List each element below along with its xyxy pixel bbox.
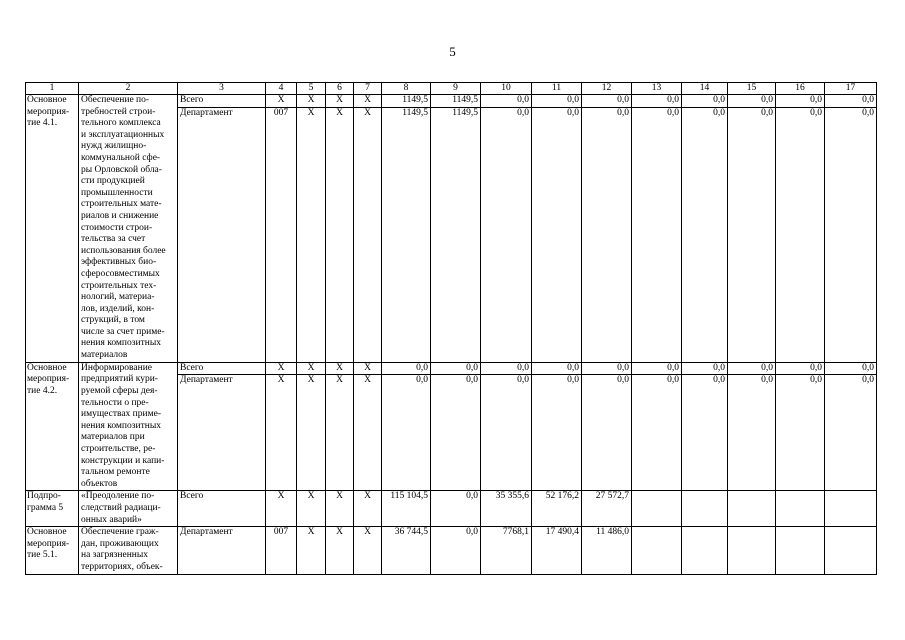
value-cell: Х bbox=[326, 491, 354, 527]
value-cell: 17 490,4 bbox=[532, 527, 582, 574]
value-cell: 0,0 bbox=[431, 375, 481, 491]
value-cell: 0,0 bbox=[825, 107, 877, 362]
value-cell bbox=[825, 527, 877, 574]
value-cell: 0,0 bbox=[728, 95, 776, 108]
value-cell: Х bbox=[326, 527, 354, 574]
header-cell: 11 bbox=[532, 83, 582, 95]
row-description: Обеспечение граж- дан, проживающих на загрязненных территориях, объек- bbox=[79, 527, 178, 574]
header-cell: 15 bbox=[728, 83, 776, 95]
value-cell: Х bbox=[297, 527, 326, 574]
value-cell bbox=[776, 527, 825, 574]
row-description: «Преодоление по- следствий радиаци- онных аварий» bbox=[79, 491, 178, 527]
row-description: Информирование предприятий кури- руемой сферы дея- тельности о пре- имуществах приме- нения композитных материалов при строительстве, ре- конструкции и капи- тальном ремонте объектов bbox=[79, 362, 178, 491]
table-row bbox=[26, 527, 877, 574]
row-description: Обеспечение по- требностей строи- тельного комплекса и эксплуатационных нужд жилищно- коммунальной сфе- ры Орловской обла- сти продукцией промышленности строительных мате- риалов и снижение стоимости строи- тельства за счет использования более эффективных био- сферосовместимых строительных тех- нологий, материа- лов, изделий, кон- струкций, в том числе за счет приме- нения композитных материалов bbox=[79, 95, 178, 363]
value-cell: Х bbox=[326, 375, 354, 491]
value-cell: Х bbox=[354, 95, 382, 108]
value-cell: Х bbox=[326, 362, 354, 375]
value-cell: 0,0 bbox=[431, 527, 481, 574]
value-cell: 0,0 bbox=[776, 95, 825, 108]
value-cell: 0,0 bbox=[682, 107, 728, 362]
value-cell: 1149,5 bbox=[431, 107, 481, 362]
value-cell: 0,0 bbox=[825, 95, 877, 108]
value-cell bbox=[825, 491, 877, 527]
value-cell: 0,0 bbox=[776, 362, 825, 375]
value-cell: Х bbox=[354, 527, 382, 574]
value-cell: 0,0 bbox=[682, 95, 728, 108]
header-cell: 13 bbox=[632, 83, 682, 95]
value-cell: 0,0 bbox=[776, 375, 825, 491]
executor-cell: Департамент bbox=[178, 107, 266, 362]
value-cell: Х bbox=[354, 107, 382, 362]
table-row bbox=[26, 491, 877, 527]
header-cell: 10 bbox=[481, 83, 532, 95]
value-cell: Х bbox=[326, 107, 354, 362]
value-cell bbox=[728, 527, 776, 574]
header-cell: 4 bbox=[266, 83, 297, 95]
value-cell: 0,0 bbox=[776, 107, 825, 362]
header-cell: 6 bbox=[326, 83, 354, 95]
header-cell: 7 bbox=[354, 83, 382, 95]
value-cell: 0,0 bbox=[728, 375, 776, 491]
executor-cell: Департамент bbox=[178, 527, 266, 574]
value-cell: 0,0 bbox=[632, 107, 682, 362]
value-cell: 0,0 bbox=[582, 107, 632, 362]
header-cell: 2 bbox=[79, 83, 178, 95]
header-cell: 3 bbox=[178, 83, 266, 95]
value-cell: Х bbox=[354, 362, 382, 375]
page-number: 5 bbox=[449, 44, 456, 59]
value-cell: 1149,5 bbox=[382, 95, 431, 108]
value-cell: 0,0 bbox=[632, 95, 682, 108]
value-cell: Х bbox=[266, 375, 297, 491]
value-cell: 11 486,0 bbox=[582, 527, 632, 574]
value-cell: 0,0 bbox=[382, 362, 431, 375]
row-section-label: Основное мероприя- тие 4.1. bbox=[26, 95, 79, 363]
header-cell: 9 bbox=[431, 83, 481, 95]
value-cell: 27 572,7 bbox=[582, 491, 632, 527]
value-cell: Х bbox=[297, 95, 326, 108]
value-cell: 0,0 bbox=[481, 375, 532, 491]
value-cell: 0,0 bbox=[481, 362, 532, 375]
value-cell: 0,0 bbox=[682, 375, 728, 491]
value-cell: 0,0 bbox=[532, 375, 582, 491]
value-cell: 0,0 bbox=[682, 362, 728, 375]
row-section-label: Подпро- грамма 5 bbox=[26, 491, 79, 527]
value-cell bbox=[682, 491, 728, 527]
table-row bbox=[26, 95, 877, 108]
value-cell: 0,0 bbox=[632, 375, 682, 491]
value-cell: 52 176,2 bbox=[532, 491, 582, 527]
executor-cell: Департамент bbox=[178, 375, 266, 491]
value-cell: 0,0 bbox=[431, 362, 481, 375]
value-cell: 0,0 bbox=[582, 362, 632, 375]
value-cell: 35 355,6 bbox=[481, 491, 532, 527]
value-cell: 0,0 bbox=[728, 362, 776, 375]
header-cell: 8 bbox=[382, 83, 431, 95]
header-cell: 16 bbox=[776, 83, 825, 95]
value-cell: 1149,5 bbox=[431, 95, 481, 108]
value-cell: 0,0 bbox=[825, 362, 877, 375]
value-cell: 0,0 bbox=[481, 107, 532, 362]
value-cell: 0,0 bbox=[532, 362, 582, 375]
value-cell: 0,0 bbox=[382, 375, 431, 491]
value-cell: Х bbox=[266, 95, 297, 108]
executor-cell: Всего bbox=[178, 95, 266, 108]
value-cell: 007 bbox=[266, 527, 297, 574]
value-cell: 0,0 bbox=[582, 95, 632, 108]
value-cell bbox=[728, 491, 776, 527]
value-cell: Х bbox=[297, 491, 326, 527]
value-cell: Х bbox=[297, 107, 326, 362]
table-row bbox=[26, 362, 877, 375]
value-cell: Х bbox=[354, 491, 382, 527]
value-cell: 36 744,5 bbox=[382, 527, 431, 574]
header-cell: 17 bbox=[825, 83, 877, 95]
value-cell bbox=[776, 491, 825, 527]
value-cell: 7768,1 bbox=[481, 527, 532, 574]
value-cell: 0,0 bbox=[728, 107, 776, 362]
row-section-label: Основное мероприя- тие 5.1. bbox=[26, 527, 79, 574]
header-cell: 1 bbox=[26, 83, 79, 95]
value-cell: 0,0 bbox=[431, 491, 481, 527]
value-cell: 0,0 bbox=[825, 375, 877, 491]
value-cell: 0,0 bbox=[481, 95, 532, 108]
value-cell: 0,0 bbox=[582, 375, 632, 491]
value-cell bbox=[632, 491, 682, 527]
value-cell: 0,0 bbox=[532, 107, 582, 362]
row-section-label: Основное мероприя- тие 4.2. bbox=[26, 362, 79, 491]
value-cell: Х bbox=[354, 375, 382, 491]
header-cell: 5 bbox=[297, 83, 326, 95]
value-cell: Х bbox=[297, 362, 326, 375]
header-cell: 14 bbox=[682, 83, 728, 95]
value-cell bbox=[682, 527, 728, 574]
value-cell: Х bbox=[266, 491, 297, 527]
value-cell: 115 104,5 bbox=[382, 491, 431, 527]
header-row bbox=[26, 83, 877, 95]
executor-cell: Всего bbox=[178, 491, 266, 527]
value-cell: Х bbox=[266, 362, 297, 375]
header-cell: 12 bbox=[582, 83, 632, 95]
executor-cell: Всего bbox=[178, 362, 266, 375]
budget-table bbox=[25, 82, 877, 575]
value-cell bbox=[632, 527, 682, 574]
value-cell: 0,0 bbox=[532, 95, 582, 108]
value-cell: Х bbox=[326, 95, 354, 108]
value-cell: 1149,5 bbox=[382, 107, 431, 362]
value-cell: Х bbox=[297, 375, 326, 491]
value-cell: 007 bbox=[266, 107, 297, 362]
value-cell: 0,0 bbox=[632, 362, 682, 375]
